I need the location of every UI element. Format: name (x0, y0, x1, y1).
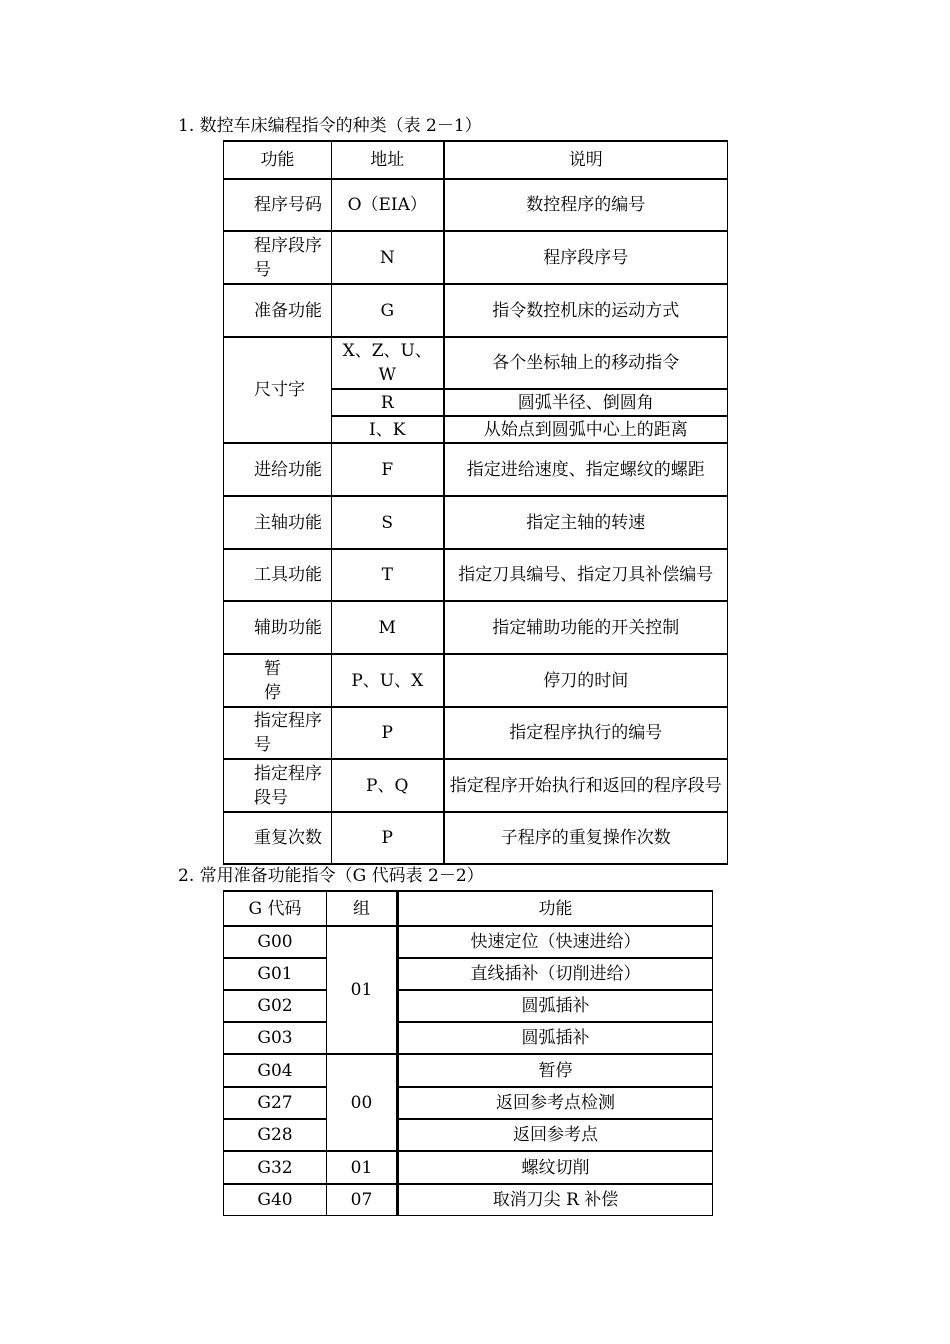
table-row (224, 284, 728, 337)
function-cell: 圆弧插补 (398, 1022, 713, 1054)
table-row (224, 926, 713, 958)
g-code-cell: G01 (224, 958, 327, 990)
table-row (224, 231, 728, 284)
description-cell: 子程序的重复操作次数 (444, 812, 728, 864)
group-cell: 01 (327, 1151, 398, 1184)
address-cell: T (332, 549, 444, 601)
g-code-cell: G03 (224, 1022, 327, 1054)
function-cell: 直线插补（切削进给） (398, 958, 713, 990)
address-cell: O（EIA） (332, 179, 444, 231)
column-header: 地址 (332, 141, 444, 179)
address-cell: I、K (332, 416, 444, 443)
description-cell: 停刀的时间 (444, 654, 728, 707)
function-cell: 取消刀尖 R 补偿 (398, 1184, 713, 1215)
address-cell: M (332, 601, 444, 654)
column-header: 说明 (444, 141, 728, 179)
address-cell: F (332, 443, 444, 496)
function-cell: 尺寸字 (224, 337, 332, 443)
g-code-cell: G00 (224, 926, 327, 958)
column-header: 功能 (398, 891, 713, 926)
function-cell: 程序号码 (224, 179, 332, 231)
function-cell: 返回参考点 (398, 1119, 713, 1151)
table-row (224, 1087, 713, 1119)
table-row (224, 990, 713, 1022)
function-cell: 指定程序号 (224, 707, 332, 759)
description-cell: 指令数控机床的运动方式 (444, 284, 728, 337)
function-cell: 进给功能 (224, 443, 332, 496)
description-cell: 指定主轴的转速 (444, 496, 728, 549)
address-cell: P (332, 707, 444, 759)
function-cell: 指定程序段号 (224, 759, 332, 812)
g-code-cell: G02 (224, 990, 327, 1022)
address-cell: P、U、X (332, 654, 444, 707)
table-row (224, 1119, 713, 1151)
table-row (224, 496, 728, 549)
table-row (224, 707, 728, 759)
address-cell: S (332, 496, 444, 549)
function-cell: 准备功能 (224, 284, 332, 337)
g-code-cell: G04 (224, 1054, 327, 1087)
group-cell: 00 (327, 1054, 398, 1151)
table-row (224, 654, 728, 707)
g-code-cell: G27 (224, 1087, 327, 1119)
function-cell: 程序段序号 (224, 231, 332, 284)
table-row (224, 958, 713, 990)
group-cell: 01 (327, 926, 398, 1054)
table-row (224, 601, 728, 654)
table-row (224, 337, 728, 389)
g-code-table (223, 890, 713, 1216)
description-cell: 从始点到圆弧中心上的距离 (444, 416, 728, 443)
table-row (224, 1054, 713, 1087)
description-cell: 程序段序号 (444, 231, 728, 284)
function-cell: 圆弧插补 (398, 990, 713, 1022)
description-cell: 指定刀具编号、指定刀具补偿编号 (444, 549, 728, 601)
table-row (224, 443, 728, 496)
address-cell: P (332, 812, 444, 864)
function-cell: 暂停 (398, 1054, 713, 1087)
function-cell: 辅助功能 (224, 601, 332, 654)
column-header: 组 (327, 891, 398, 926)
group-cell: 07 (327, 1184, 398, 1215)
function-cell: 返回参考点检测 (398, 1087, 713, 1119)
table-header-row (224, 891, 713, 926)
function-cell: 主轴功能 (224, 496, 332, 549)
address-cell: X、Z、U、W (332, 337, 444, 389)
column-header: 功能 (224, 141, 332, 179)
table-row (224, 179, 728, 231)
description-cell: 指定辅助功能的开关控制 (444, 601, 728, 654)
instruction-types-table (223, 140, 728, 865)
description-cell: 指定程序开始执行和返回的程序段号 (444, 759, 728, 812)
g-code-cell: G40 (224, 1184, 327, 1215)
description-cell: 数控程序的编号 (444, 179, 728, 231)
description-cell: 指定程序执行的编号 (444, 707, 728, 759)
table-row (224, 1184, 713, 1215)
address-cell: R (332, 389, 444, 416)
function-cell: 快速定位（快速进给） (398, 926, 713, 958)
description-cell: 各个坐标轴上的移动指令 (444, 337, 728, 389)
description-cell: 圆弧半径、倒圆角 (444, 389, 728, 416)
g-code-cell: G32 (224, 1151, 327, 1184)
table-row (224, 1022, 713, 1054)
g-code-cell: G28 (224, 1119, 327, 1151)
section2-heading: 2. 常用准备功能指令（G 代码表 2－2） (178, 866, 484, 886)
table-row (224, 549, 728, 601)
function-cell: 暂停 (224, 654, 332, 707)
table-row (224, 812, 728, 864)
table-row (224, 759, 728, 812)
column-header: G 代码 (224, 891, 327, 926)
address-cell: P、Q (332, 759, 444, 812)
table-row (224, 1151, 713, 1184)
section1-heading: 1. 数控车床编程指令的种类（表 2－1） (178, 116, 482, 136)
function-cell: 工具功能 (224, 549, 332, 601)
function-cell: 重复次数 (224, 812, 332, 864)
table-header-row (224, 141, 728, 179)
address-cell: G (332, 284, 444, 337)
address-cell: N (332, 231, 444, 284)
description-cell: 指定进给速度、指定螺纹的螺距 (444, 443, 728, 496)
function-cell: 螺纹切削 (398, 1151, 713, 1184)
